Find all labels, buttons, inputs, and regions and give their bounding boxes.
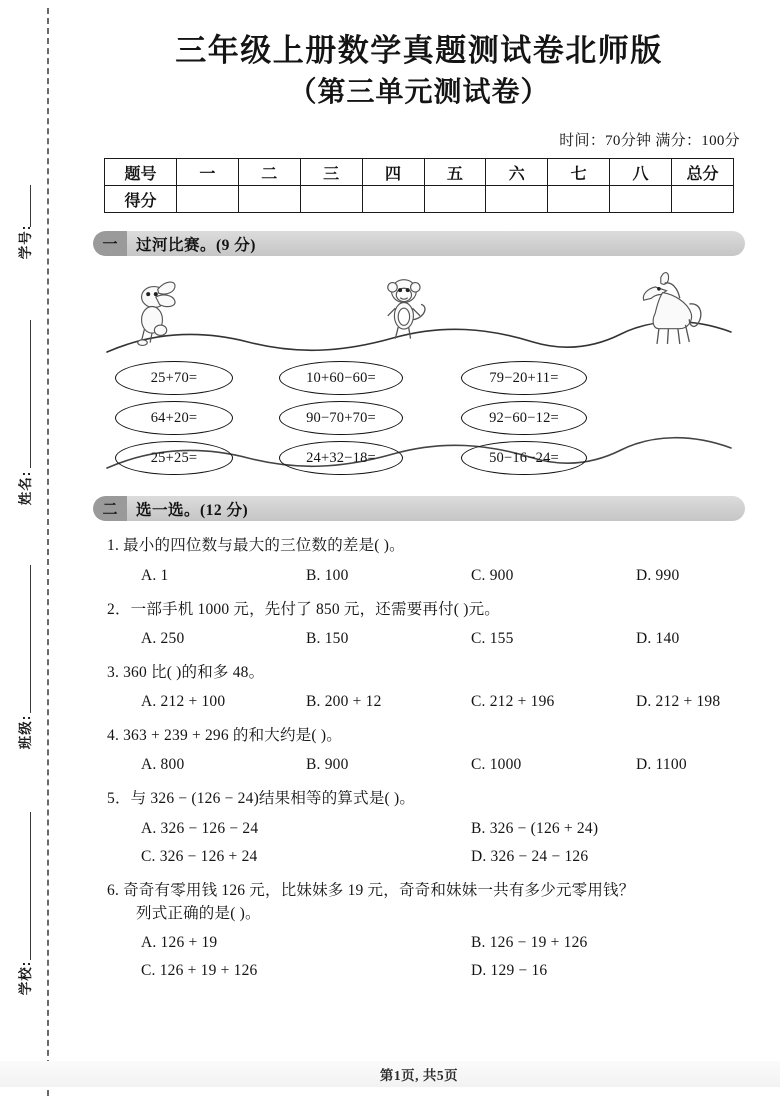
question-stem: 4. 363 + 239 + 296 的和大约是( )。 — [107, 727, 342, 745]
question-stem: 5．与 326 − (126 − 24)结果相等的算式是( )。 — [107, 790, 416, 808]
score-table-row-label-0: 题号 — [105, 159, 177, 186]
expression-oval: 92−60−12= — [461, 401, 587, 435]
option-a[interactable]: A. 212 + 100 — [141, 693, 226, 711]
option-c[interactable]: C. 212 + 196 — [471, 693, 555, 711]
option-c[interactable]: C. 1000 — [471, 756, 522, 774]
option-b[interactable]: B. 326 − (126 + 24) — [471, 819, 599, 837]
question-options — [93, 630, 745, 648]
question-1 — [93, 534, 745, 584]
margin-field-name: 姓名: — [18, 470, 33, 506]
question-2 — [93, 598, 745, 648]
expression-oval: 50−16−24= — [461, 441, 587, 475]
expression-oval: 64+20= — [115, 401, 233, 435]
option-b[interactable]: B. 100 — [306, 566, 349, 584]
score-cell-5[interactable] — [486, 186, 548, 213]
exam-page — [58, 0, 780, 1103]
score-cell-4[interactable] — [424, 186, 486, 213]
section-number-1: 一 — [93, 231, 127, 256]
option-b[interactable]: B. 900 — [306, 756, 349, 774]
page-number-footer: 第1页, 共5页 — [379, 1068, 459, 1083]
option-c[interactable]: C. 900 — [471, 566, 514, 584]
expression-oval: 90−70+70= — [279, 401, 403, 435]
option-c[interactable]: C. 326 − 126 + 24 — [141, 847, 258, 865]
margin-field-student-id: 学号: — [18, 224, 33, 260]
score-cell-3[interactable] — [362, 186, 424, 213]
score-col-7: 八 — [610, 159, 672, 186]
score-col-total: 总分 — [672, 159, 734, 186]
question-5 — [93, 787, 745, 865]
score-cell-2[interactable] — [300, 186, 362, 213]
option-c[interactable]: C. 126 + 19 + 126 — [141, 962, 258, 980]
question-options-row2 — [93, 962, 745, 980]
question-options-row1 — [93, 820, 745, 838]
score-col-3: 四 — [362, 159, 424, 186]
monkey-icon — [388, 280, 425, 339]
question-3 — [93, 661, 745, 711]
expression-oval: 25+70= — [115, 361, 233, 395]
section-header-2 — [93, 496, 745, 521]
margin-rule-3 — [30, 565, 31, 713]
score-table-row-label-1: 得分 — [105, 186, 177, 213]
score-col-1: 二 — [238, 159, 300, 186]
option-d[interactable]: D. 990 — [636, 566, 680, 584]
expression-oval: 79−20+11= — [461, 361, 587, 395]
score-cell-6[interactable] — [548, 186, 610, 213]
question-options — [93, 567, 745, 585]
table-row-scores — [105, 186, 734, 213]
expression-oval: 24+32−18= — [279, 441, 403, 475]
score-col-0: 一 — [177, 159, 239, 186]
option-b[interactable]: B. 126 − 19 + 126 — [471, 934, 588, 952]
question-stem: 1. 最小的四位数与最大的三位数的差是( )。 — [107, 537, 405, 555]
section-number-2: 二 — [93, 496, 127, 521]
left-margin-strip — [0, 0, 58, 1103]
margin-rule-2 — [30, 320, 31, 468]
option-d[interactable]: D. 140 — [636, 629, 680, 647]
score-col-5: 六 — [486, 159, 548, 186]
score-table-wrapper — [104, 158, 734, 213]
question-stem-continued: 列式正确的是( )。 — [136, 904, 261, 922]
option-d[interactable]: D. 212 + 198 — [636, 693, 721, 711]
question-stem: 6. 奇奇有零用钱 126 元，比妹妹多 19 元，奇奇和妹妹一共有多少元零用钱？ — [107, 881, 635, 899]
score-table — [104, 158, 734, 213]
margin-field-school: 学校: — [18, 960, 33, 996]
river-crossing-activity — [93, 256, 745, 474]
page-title: 三年级上册数学真题测试卷北师版 — [175, 33, 663, 68]
option-a[interactable]: A. 326 − 126 − 24 — [141, 819, 259, 837]
cut-line-dashed — [47, 8, 49, 1096]
question-stem: 2．一部手机 1000 元，先付了 850 元，还需要再付( )元。 — [107, 600, 500, 618]
question-stem: 3. 360 比( )的和多 48。 — [107, 663, 265, 681]
option-d[interactable]: D. 326 − 24 − 126 — [471, 847, 589, 865]
option-a[interactable]: A. 126 + 19 — [141, 934, 218, 952]
option-b[interactable]: B. 200 + 12 — [306, 693, 382, 711]
score-cell-total[interactable] — [672, 186, 734, 213]
question-4 — [93, 724, 745, 774]
option-b[interactable]: B. 150 — [306, 629, 349, 647]
section-title-1: 过河比赛。(9 分) — [136, 236, 256, 254]
exam-meta: 时间：70分钟 满分：100分 — [559, 133, 740, 150]
question-options — [93, 693, 745, 711]
expression-oval: 25+25= — [115, 441, 233, 475]
question-options-row1 — [93, 934, 745, 952]
score-cell-7[interactable] — [610, 186, 672, 213]
option-d[interactable]: D. 129 − 16 — [471, 962, 548, 980]
option-a[interactable]: A. 800 — [141, 756, 185, 774]
question-options — [93, 756, 745, 774]
score-cell-1[interactable] — [238, 186, 300, 213]
multiple-choice-question-list — [93, 534, 745, 980]
expression-oval: 10+60−60= — [279, 361, 403, 395]
margin-field-class: 班级: — [18, 714, 33, 750]
score-col-2: 三 — [300, 159, 362, 186]
section-header-1 — [93, 231, 745, 256]
page-subtitle: （第三单元测试卷） — [288, 76, 550, 108]
question-options-row2 — [93, 848, 745, 866]
option-a[interactable]: A. 1 — [141, 566, 169, 584]
option-d[interactable]: D. 1100 — [636, 756, 687, 774]
question-6 — [93, 879, 745, 981]
margin-rule-4 — [30, 812, 31, 960]
horse-icon — [643, 273, 701, 344]
option-a[interactable]: A. 250 — [141, 629, 185, 647]
option-c[interactable]: C. 155 — [471, 629, 514, 647]
score-cell-0[interactable] — [177, 186, 239, 213]
score-col-6: 七 — [548, 159, 610, 186]
section-title-2: 选一选。(12 分) — [136, 501, 249, 519]
table-row-header — [105, 159, 734, 186]
score-col-4: 五 — [424, 159, 486, 186]
